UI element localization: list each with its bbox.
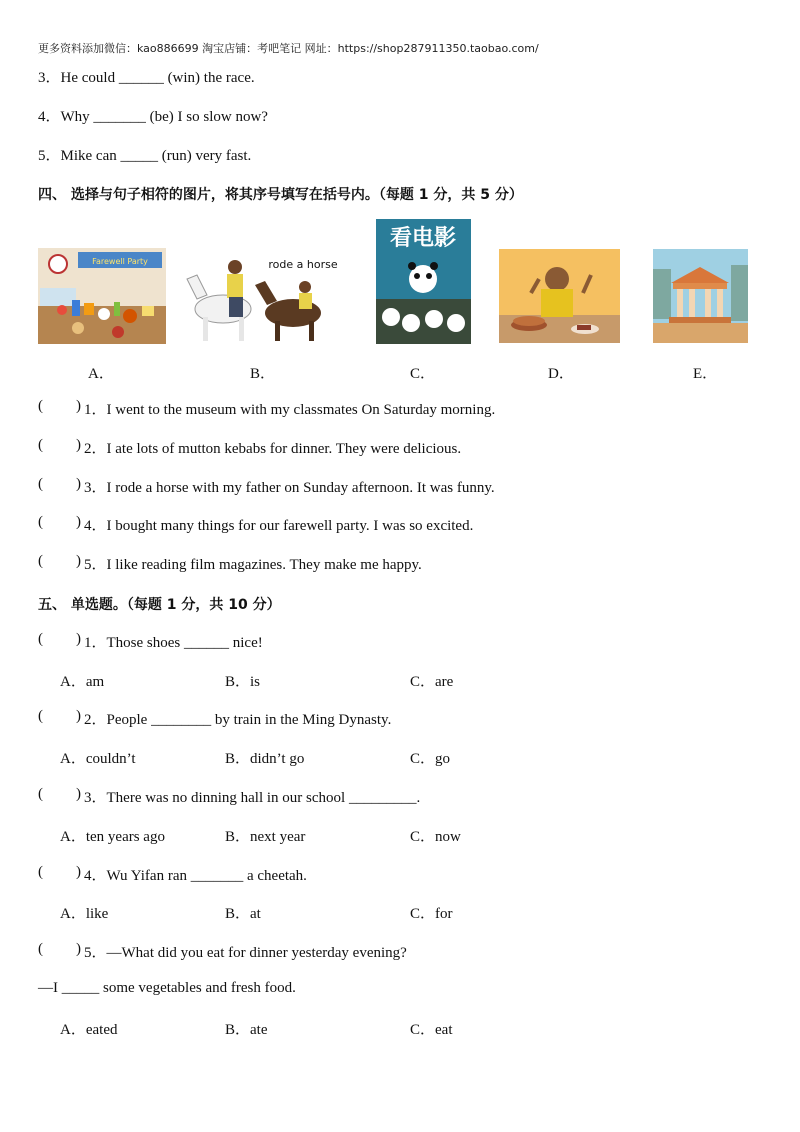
mc-q5-option-c: C．eat xyxy=(410,1022,453,1038)
answer-paren-close: ) xyxy=(76,786,81,802)
match-item-4: 4．I bought many things for our farewell party. I was so excited. xyxy=(84,518,474,534)
mc-question-2: 2．People ________ by train in the Ming Dynasty. xyxy=(84,712,392,728)
answer-paren-open: ( xyxy=(38,398,43,414)
image-e-museum xyxy=(653,249,748,343)
answer-paren-open: ( xyxy=(38,941,43,957)
fill-item-3: 3．He could ______ (win) the race. xyxy=(38,70,255,86)
mc-q4-option-c: C．for xyxy=(410,906,453,922)
answer-paren-open: ( xyxy=(38,631,43,647)
mc-q2-option-a: A．couldn’t xyxy=(60,751,136,767)
answer-paren-close: ) xyxy=(76,514,81,530)
answer-paren-open: ( xyxy=(38,476,43,492)
image-a-farewell-party xyxy=(38,248,166,344)
mc-q5-option-a: A．eated xyxy=(60,1022,118,1038)
answer-paren-open: ( xyxy=(38,786,43,802)
match-item-3: 3．I rode a horse with my father on Sunday afternoon. It was funny. xyxy=(84,480,495,496)
mc-q4-option-b: B．at xyxy=(225,906,261,922)
mc-q1-option-c: C．are xyxy=(410,674,454,690)
image-label-a: A． xyxy=(88,366,114,382)
answer-paren-close: ) xyxy=(76,708,81,724)
fill-item-4: 4．Why _______ (be) I so slow now? xyxy=(38,109,268,125)
mc-q5-answer-line: —I _____ some vegetables and fresh food. xyxy=(38,980,296,996)
match-item-5: 5．I like reading film magazines. They make me happy. xyxy=(84,557,422,573)
mc-q4-option-a: A．like xyxy=(60,906,109,922)
section-4-title: 四、 选择与句子相符的图片，将其序号填写在括号内。（每题 1 分，共 5 分） xyxy=(38,187,523,203)
image-label-b: B． xyxy=(250,366,276,382)
image-label-d: D． xyxy=(548,366,574,382)
match-item-2: 2．I ate lots of mutton kebabs for dinner. They were delicious. xyxy=(84,441,462,457)
image-b-caption: rode a horse xyxy=(268,258,338,271)
answer-paren-close: ) xyxy=(76,864,81,880)
image-c-title: 看电影 xyxy=(389,226,457,251)
answer-paren-close: ) xyxy=(76,941,81,957)
page-header: 更多资料添加微信：kao886699 淘宝店铺：考吧笔记 网址：https://shop287911350.taobao.com/ xyxy=(38,42,539,55)
mc-question-3: 3．There was no dinning hall in our school _________. xyxy=(84,790,421,806)
image-b-rode-a-horse xyxy=(183,249,345,343)
answer-paren-open: ( xyxy=(38,514,43,530)
image-a-banner-text: Farewell Party xyxy=(92,257,148,266)
mc-q2-option-c: C．go xyxy=(410,751,451,767)
mc-q2-option-b: B．didn’t go xyxy=(225,751,305,767)
answer-paren-open: ( xyxy=(38,553,43,569)
mc-q3-option-a: A．ten years ago xyxy=(60,829,165,845)
answer-paren-close: ) xyxy=(76,476,81,492)
answer-paren-close: ) xyxy=(76,398,81,414)
image-d-boy-eating xyxy=(499,249,620,343)
mc-question-1: 1．Those shoes ______ nice! xyxy=(84,635,263,651)
answer-paren-open: ( xyxy=(38,708,43,724)
answer-paren-open: ( xyxy=(38,437,43,453)
fill-item-5: 5．Mike can _____ (run) very fast. xyxy=(38,148,252,164)
image-label-e: E． xyxy=(693,366,718,382)
mc-question-4: 4．Wu Yifan ran _______ a cheetah. xyxy=(84,868,307,884)
image-label-c: C． xyxy=(410,366,436,382)
mc-q3-option-c: C．now xyxy=(410,829,461,845)
image-c-movie-poster xyxy=(376,219,471,344)
mc-q1-option-b: B．is xyxy=(225,674,261,690)
answer-paren-close: ) xyxy=(76,437,81,453)
mc-q1-option-a: A．am xyxy=(60,674,105,690)
match-item-1: 1．I went to the museum with my classmates On Saturday morning. xyxy=(84,402,496,418)
mc-question-5: 5．—What did you eat for dinner yesterday evening? xyxy=(84,945,407,961)
section-5-title: 五、 单选题。（每题 1 分，共 10 分） xyxy=(38,597,281,613)
mc-q5-option-b: B．ate xyxy=(225,1022,268,1038)
answer-paren-open: ( xyxy=(38,864,43,880)
answer-paren-close: ) xyxy=(76,631,81,647)
mc-q3-option-b: B．next year xyxy=(225,829,306,845)
answer-paren-close: ) xyxy=(76,553,81,569)
